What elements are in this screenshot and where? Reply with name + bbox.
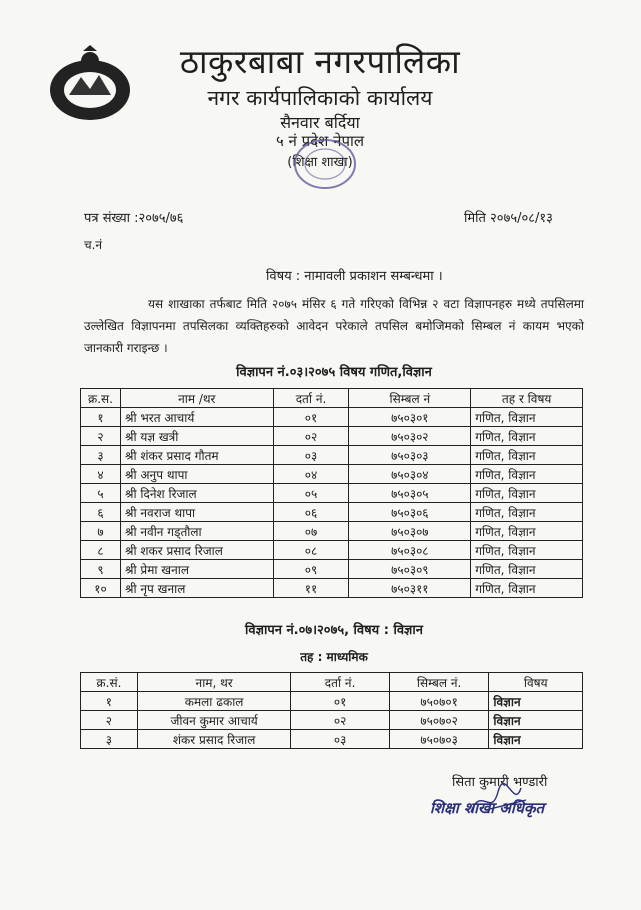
letter-body: यस शाखाका तर्फबाट मिति २०७५ मंसिर ६ गते गरिएको विभिन्न २ वटा विज्ञापनहरु मध्ये तपसिलमा उल्लेखित विज्ञापनमा तपसिलका व्यक्तिहरुको आवेदन परेकाले तपसिल बमोजिमको सिम्बल नं कायम भएको जानकारी गराइन्छ । [84, 297, 584, 355]
table-cell: ०६ [273, 503, 349, 522]
table-row [81, 579, 583, 598]
table-cell: ०२ [291, 711, 389, 730]
table-cell: ११ [273, 579, 349, 598]
table-row [81, 711, 583, 730]
table-cell: ०३ [291, 730, 389, 749]
table-cell: ०१ [273, 408, 349, 427]
table-cell: ०३ [273, 446, 349, 465]
office-name: नगर कार्यपालिकाको कार्यालय [207, 86, 433, 110]
table-row [81, 522, 583, 541]
advertisement-1-heading: विज्ञापन नं.०३।२०७५ विषय गणित,विज्ञान [236, 365, 432, 380]
table-cell: १० [81, 579, 121, 598]
table-cell: ७५०३०१ [349, 408, 471, 427]
table-row [81, 541, 583, 560]
table-cell: शंकर प्रसाद रिजाल [137, 730, 291, 749]
office-province: ५ नं प्रदेश नेपाल [275, 132, 365, 150]
table-cell: ७५०७०२ [389, 711, 489, 730]
column-header: क्र.सं. [81, 673, 138, 692]
column-header: नाम, थर [137, 673, 291, 692]
column-header: दर्ता नं. [273, 389, 349, 408]
table-cell: ३ [81, 730, 138, 749]
table-cell: ३ [81, 446, 121, 465]
table-cell: गणित, विज्ञान [471, 446, 583, 465]
table-row [81, 484, 583, 503]
advertisement-1-table [80, 388, 583, 598]
table-cell: १ [81, 692, 138, 711]
table-cell: श्री शंकर प्रसाद गौतम [120, 446, 273, 465]
table-cell: गणित, विज्ञान [471, 503, 583, 522]
table-cell: गणित, विज्ञान [471, 560, 583, 579]
table-cell: ७५०३११ [349, 579, 471, 598]
table-cell: ०५ [273, 484, 349, 503]
letter-date: मिति २०७५/०८/१३ [464, 211, 553, 226]
table-cell: विज्ञान [489, 730, 583, 749]
table-cell: गणित, विज्ञान [471, 427, 583, 446]
table-cell: ९ [81, 560, 121, 579]
column-header: विषय [489, 673, 583, 692]
table-cell: ७५०३०७ [349, 522, 471, 541]
table-cell: श्री प्रेमा खनाल [120, 560, 273, 579]
table-cell: ०८ [273, 541, 349, 560]
table-cell: गणित, विज्ञान [471, 465, 583, 484]
table-row [81, 408, 583, 427]
table-cell: ७५०३०८ [349, 541, 471, 560]
table-cell: जीवन कुमार आचार्य [137, 711, 291, 730]
table-cell: २ [81, 711, 138, 730]
table-cell: ७५०३०५ [349, 484, 471, 503]
table-cell: श्री नृप खनाल [120, 579, 273, 598]
table-row [81, 446, 583, 465]
table-row [81, 465, 583, 484]
letter-subject: विषय : नामावली प्रकाशन सम्बन्धमा । [266, 269, 443, 284]
table-cell: ८ [81, 541, 121, 560]
office-stamp-icon [280, 134, 370, 194]
table-cell: ६ [81, 503, 121, 522]
table-cell: श्री शकर प्रसाद रिजाल [120, 541, 273, 560]
table-row [81, 730, 583, 749]
table-cell: श्री भरत आचार्य [120, 408, 273, 427]
table-header-row [81, 389, 583, 408]
table-cell: १ [81, 408, 121, 427]
table-cell: श्री दिनेश रिजाल [120, 484, 273, 503]
municipality-name: ठाकुरबाबा नगरपालिका [179, 42, 461, 81]
table-row [81, 560, 583, 579]
column-header: नाम /थर [120, 389, 273, 408]
table-cell: विज्ञान [489, 692, 583, 711]
column-header: दर्ता नं. [291, 673, 389, 692]
table-cell: ०१ [291, 692, 389, 711]
table-cell: गणित, विज्ञान [471, 579, 583, 598]
office-section: (शिक्षा शाखा) [287, 155, 353, 170]
signatory-name: सिता कुमारी भण्डारी [452, 775, 548, 790]
letter-number: पत्र संख्या :२०७५/७६ [84, 211, 184, 226]
table-cell: विज्ञान [489, 711, 583, 730]
government-emblem-icon [47, 45, 133, 123]
table-cell: गणित, विज्ञान [471, 408, 583, 427]
table-header-row [81, 673, 583, 692]
advertisement-2-level: तह : माध्यमिक [300, 650, 368, 664]
table-row [81, 692, 583, 711]
table-cell: ०२ [273, 427, 349, 446]
table-cell: ०७ [273, 522, 349, 541]
office-place: सैनवार बर्दिया [280, 113, 360, 132]
table-cell: ०९ [273, 560, 349, 579]
table-cell: ७५०३०२ [349, 427, 471, 446]
table-cell: श्री नवराज थापा [120, 503, 273, 522]
table-cell: गणित, विज्ञान [471, 541, 583, 560]
column-header: क्र.स. [81, 389, 121, 408]
table-cell: गणित, विज्ञान [471, 484, 583, 503]
signatory-title: शिक्षा शाखा अधिकृत [430, 799, 545, 817]
table-row [81, 427, 583, 446]
column-header: तह र विषय [471, 389, 583, 408]
dispatch-number: च.नं [84, 238, 103, 252]
table-cell: ७५०७०१ [389, 692, 489, 711]
table-row [81, 503, 583, 522]
advertisement-2-table [80, 672, 583, 749]
table-cell: श्री अनुप थापा [120, 465, 273, 484]
table-cell: २ [81, 427, 121, 446]
advertisement-2-heading: विज्ञापन नं.०७।२०७५, विषय : विज्ञान [245, 623, 423, 638]
table-cell: ०४ [273, 465, 349, 484]
table-cell: कमला ढकाल [137, 692, 291, 711]
table-cell: ७५०३०६ [349, 503, 471, 522]
column-header: सिम्बल नं [349, 389, 471, 408]
table-cell: श्री नवीन गड्तौला [120, 522, 273, 541]
table-cell: ७५०३०९ [349, 560, 471, 579]
table-cell: गणित, विज्ञान [471, 522, 583, 541]
table-cell: ४ [81, 465, 121, 484]
column-header: सिम्बल नं. [389, 673, 489, 692]
table-cell: ७५०३०३ [349, 446, 471, 465]
table-cell: ७ [81, 522, 121, 541]
table-cell: ५ [81, 484, 121, 503]
table-cell: ७५०३०४ [349, 465, 471, 484]
table-cell: ७५०७०३ [389, 730, 489, 749]
table-cell: श्री यज्ञ खत्री [120, 427, 273, 446]
